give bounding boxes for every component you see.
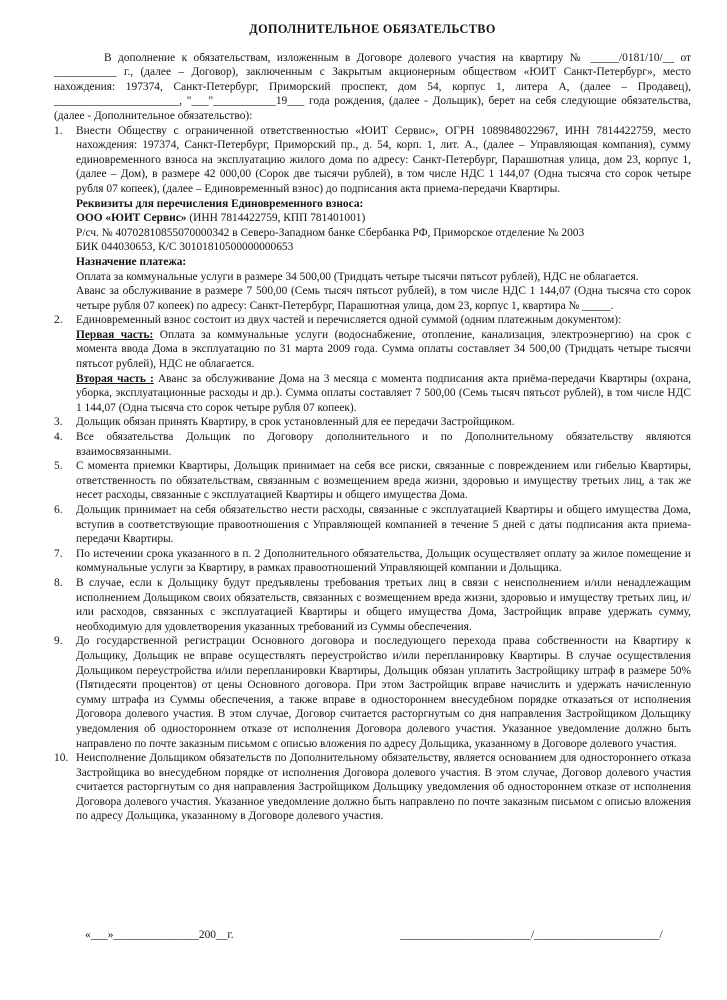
item-4-text: Все обязательства Дольщик по Договору дополнительного и по Дополнительному обязательству являются взаимосвязанными. (76, 431, 691, 458)
part-1-text: Оплата за коммунальные услуги (водоснабжение, отопление, канализация, электроэнергию) на срок с момента ввода Дома в эксплуатацию по 31 марта 2009 года. Сумма оплаты составляет 34 500,00 (Тридцать четыре тысячи пятьсот рублей), НДС не облагается. (76, 328, 691, 371)
item-number: 5. (54, 460, 63, 473)
part-2-text: Аванс за обслуживание Дома на 3 месяца с момента подписания акта приёма-передачи Квартиры (охрана, уборка, эксплуатационные расходы и др.). Сумма оплаты составляет 7 500,00 (Семь тысяч пятьсот рублей), в том числе НДС 1 144,07 (Одна тысяча сто сорок четыре рубля 07 копеек). (76, 372, 691, 414)
item-9-text: До государственной регистрации Основного договора и последующего перехода права собственности на Квартиру к Дольщику, Дольщик не вправе осуществлять переустройство и/или перепланировку Квартиры. В случае осуществления Дольщиком переустройства и/или перепланировки Квартиры, Дольщик обязан уплатить Застройщику штраф в размере 50% (Пятидесяти процентов) от цены Основного договора. При этом Застройщик вправе начислить и удержать начисленную сумму штрафа из Суммы обеспечения, а также вправе в одностороннем внесудебном порядке отказаться от исполнения Договора долевого участия. В этом случае, Договор считается расторгнутым со дня направления Застройщиком Дольщику уведомления об одностороннем отказе от исполнения Договора долевого участия. Указанное уведомление должно быть направлено по почте заказным письмом с описью вложения по адресу Дольщика, указанному в Договоре долевого участия. (76, 635, 691, 750)
company-ids: (ИНН 7814422759, КПП 781401001) (186, 212, 366, 225)
purpose-advance: Аванс за обслуживание в размере 7 500,00 (Семь тысяч пятьсот рублей), в том числе НДС 1 144,07 (Одна тысяча сто сорок четыре рубля 07 копеек) по адресу: Санкт-Петербург, Парашютная улица, дом 23, корпус 1, квартира № _____. (76, 285, 691, 312)
purpose-heading: Назначение платежа: (76, 255, 187, 268)
company-name: ООО «ЮИТ Сервис» (76, 212, 187, 225)
item-6-text: Дольщик принимает на себя обязательство нести расходы, связанные с эксплуатацией Квартиры и общего имущества Дома, вступив в соответствующие правоотношения с Управляющей компанией в течение 5 дней с даты подписания акта приема-передачи Квартиры. (76, 504, 691, 546)
part-2 (76, 372, 691, 416)
list-item (54, 430, 691, 459)
list-item (54, 503, 691, 547)
item-number: 10. (54, 752, 69, 765)
item-2-text: Единовременный взнос состоит из двух частей и перечисляется одной суммой (одним платежным документом): (76, 314, 622, 327)
item-8-text: В случае, если к Дольщику будут предъявлены требования третьих лиц в связи с неисполнением и/или ненадлежащим исполнением Дольщиком своих обязательств, связанных с возмещением вреда жизни, здоровью и имуществу третьих лиц, и/или расходов, связанных с эксплуатацией Квартиры и общего имущества Дома, Застройщик вправе удержать сумму, необходимую для удовлетворения указанных требований из Суммы обеспечения. (76, 576, 691, 633)
requisites-company (76, 211, 691, 226)
item-3-text: Дольщик обязан принять Квартиру, в срок установленный для ее передачи Застройщиком. (76, 416, 515, 429)
list-item (54, 313, 691, 415)
list-item (54, 415, 691, 430)
item-number: 9. (54, 635, 63, 648)
part-1-label: Первая часть: (76, 328, 154, 341)
list-item (54, 576, 691, 634)
item-number: 4. (54, 431, 63, 444)
item-number: 1. (54, 124, 63, 137)
intro-paragraph: В дополнение к обязательствам, изложенным в Договоре долевого участия на квартиру № _____/0181/10/__ от ___________ г., (далее – Договор), заключенным с Закрытым акционерным обществом «ЮИТ Санкт-Петербург», место нахождения: 197374, Санкт-Петербург, Приморский проспект, дом 54, корпус 1, литера А, (далее – Продавец), ______________________, "___"___________19___ года рождения, (далее - Дольщик), берет на себя следующие обязательства, (далее - Дополнительное обязательство): (54, 51, 691, 122)
item-5-text: С момента приемки Квартиры, Дольщик принимает на себя все риски, связанные с повреждением или гибелью Квартиры, ответственность по обязательствам, связанным с возмещением вреда жизни, здоровью и имуществу третьих лиц, а так же несет расходы, связанные с эксплуатацией Квартиры и общего имущества Дома. (76, 460, 691, 502)
item-10-text: Неисполнение Дольщиком обязательств по Дополнительному обязательству, является основанием для одностороннего отказа Застройщика во внесудебном порядке от исполнения Договора долевого участия. В этом случае, Договор долевого участия считается расторгнутым со дня направления Застройщиком Дольщику уведомления об одностороннем отказе от исполнения Договора долевого участия. Указанное уведомление должно быть направлено по почте заказным письмом с описью вложения по адресу Дольщика, указанному в Договоре долевого участия. (76, 752, 691, 823)
item-7-text: По истечении срока указанного в п. 2 Дополнительного обязательства, Дольщик осуществляет оплату за жилое помещение и коммунальные услуги за Квартиру, в рамках правоотношений Управляющей компании и Дольщика. (76, 547, 691, 575)
signature-line: _______________________/______________________/ (400, 929, 663, 941)
list-item (54, 751, 691, 824)
part-1 (76, 328, 691, 372)
list-item (54, 547, 691, 576)
item-number: 3. (54, 416, 63, 429)
item-number: 6. (54, 504, 63, 516)
date-line: «___»_______________200__г. (85, 929, 234, 941)
requisites-bik: БИК 044030653, К/С 30101810500000000653 (76, 241, 294, 254)
part-2-label: Вторая часть : (76, 372, 154, 385)
item-1-text: Внести Обществу с ограниченной ответственностью «ЮИТ Сервис», ОГРН 1089848022967, ИНН 7814422759, место нахождения: 197374, Санкт-Петербург, Приморский пр., д. 54, корп. 1, лит. А., (далее – Управляющая компания), сумму единовременного взноса на эксплуатацию жилого дома по адресу: Санкт-Петербург, Парашютная улица, дом 23, корпус 1, (далее – Дом), в размере 42 000,00 (Сорок две тысячи рублей), в том числе НДС 1 144,07 (Одна тысяча сто сорок четыре рубля 07 копеек), (далее – Единовременный взнос) до подписания акта приема-передачи Квартиры. (76, 124, 691, 195)
list-item (54, 634, 691, 751)
signature-block (85, 928, 691, 948)
list-item (54, 124, 691, 314)
item-number: 2. (54, 314, 63, 327)
requisites-account: Р/сч. № 40702810855070000342 в Северо-Западном банке Сбербанка РФ, Приморское отделение № 2003 (76, 226, 585, 239)
document-title: ДОПОЛНИТЕЛЬНОЕ ОБЯЗАТЕЛЬСТВО (249, 22, 496, 36)
obligations-list (54, 124, 691, 825)
requisites-heading: Реквизиты для перечисления Единовременного взноса: (76, 197, 364, 210)
list-item (54, 459, 691, 503)
purpose-utilities: Оплата за коммунальные услуги в размере 34 500,00 (Тридцать четыре тысячи пятьсот рублей), НДС не облагается. (76, 270, 639, 283)
item-number: 7. (54, 547, 63, 560)
item-number: 8. (54, 576, 63, 589)
